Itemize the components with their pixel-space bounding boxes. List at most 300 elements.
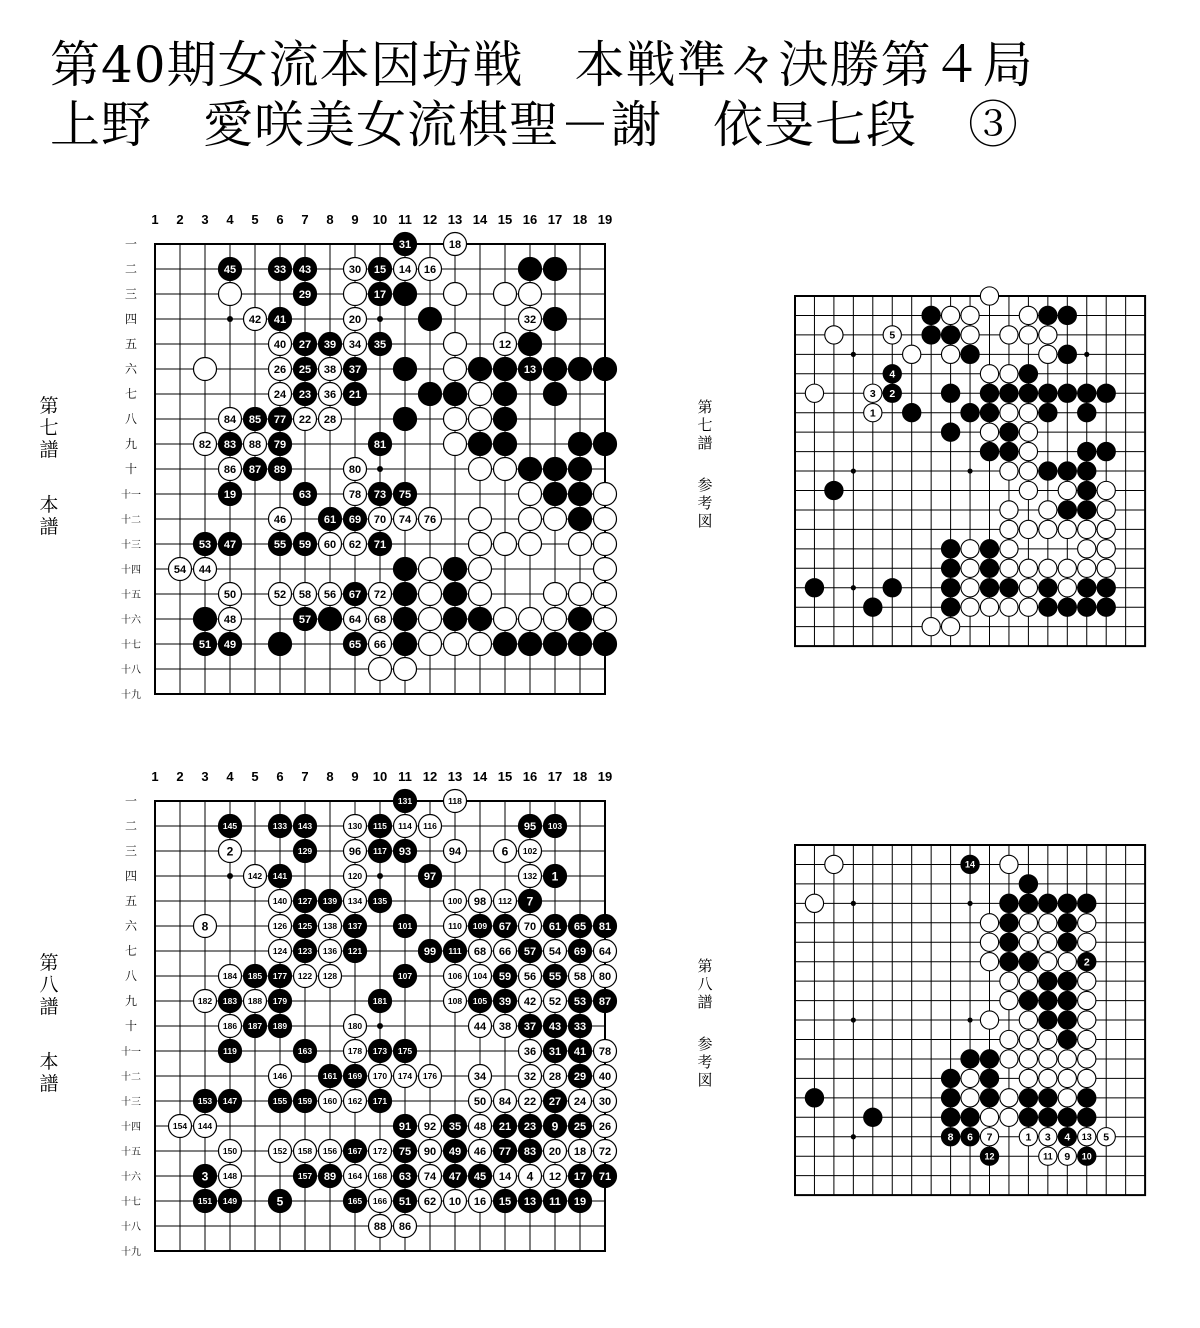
- white-stone: [1000, 1089, 1018, 1107]
- move-number: 132: [522, 871, 538, 882]
- move-number: 82: [198, 438, 212, 451]
- move-number: 92: [423, 1120, 437, 1133]
- move-number: 42: [523, 995, 537, 1008]
- move-number: 188: [247, 996, 263, 1007]
- move-number: 75: [398, 488, 412, 501]
- move-number: 24: [273, 388, 287, 401]
- move-number: 15: [373, 263, 387, 276]
- move-number: 1: [869, 407, 876, 420]
- white-stone: [1000, 1030, 1018, 1048]
- black-stone: [980, 1050, 998, 1068]
- move-number: 32: [523, 1070, 537, 1083]
- move-number: 6: [967, 1131, 973, 1144]
- move-number: 169: [347, 1071, 363, 1082]
- move-number: 88: [248, 438, 262, 451]
- move-number: 127: [297, 896, 313, 907]
- move-number: 14: [398, 263, 412, 276]
- move-number: 34: [473, 1070, 487, 1083]
- move-number: 90: [423, 1145, 437, 1158]
- move-number: 44: [473, 1020, 487, 1033]
- white-stone: [1019, 972, 1037, 990]
- col-label: 6: [276, 212, 284, 227]
- move-number: 71: [373, 538, 387, 551]
- move-number: 135: [372, 896, 388, 907]
- move-number: 11: [1043, 1151, 1053, 1162]
- move-number: 151: [197, 1196, 213, 1207]
- row-label: 六: [124, 362, 138, 376]
- move-number: 180: [347, 1021, 363, 1032]
- move-number: 37: [348, 363, 362, 376]
- move-number: 65: [573, 920, 587, 933]
- col-label: 2: [176, 769, 184, 784]
- ref-7-sublabel: 参考図: [697, 476, 713, 530]
- move-number: 5: [889, 329, 896, 342]
- black-stone: [1058, 1030, 1076, 1048]
- col-label: 16: [522, 769, 538, 784]
- white-stone: [1039, 1128, 1057, 1146]
- col-label: 4: [226, 212, 234, 227]
- move-number: 14: [965, 859, 976, 870]
- move-number: 68: [373, 613, 387, 626]
- move-number: 52: [548, 995, 562, 1008]
- move-number: 81: [373, 438, 387, 451]
- move-number: 87: [598, 995, 612, 1008]
- move-number: 64: [348, 613, 362, 626]
- move-number: 2: [226, 844, 234, 859]
- row-label: 二: [124, 262, 138, 276]
- white-stone: [1000, 972, 1018, 990]
- move-number: 114: [398, 821, 412, 832]
- move-number: 29: [573, 1070, 587, 1083]
- row-label: 四: [124, 869, 138, 883]
- white-stone: [1019, 933, 1037, 951]
- move-number: 63: [398, 1170, 412, 1183]
- board-8-sublabel: 本譜: [39, 1051, 59, 1095]
- col-label: 10: [372, 769, 388, 784]
- move-number: 67: [348, 588, 362, 601]
- move-number: 124: [272, 946, 288, 957]
- move-number: 51: [198, 638, 212, 651]
- black-stone: [1039, 972, 1057, 990]
- black-stone: [1000, 933, 1018, 951]
- white-stone: [1039, 1069, 1057, 1087]
- move-number: 45: [223, 263, 237, 276]
- board-8-label: 第八譜: [39, 952, 59, 1018]
- move-number: 30: [348, 263, 362, 276]
- move-number: 85: [248, 413, 262, 426]
- title-line-1: 第40期女流本因坊戦 本戦準々決勝第４局: [50, 36, 1034, 94]
- white-stone: [980, 1128, 998, 1146]
- move-number: 181: [372, 996, 388, 1007]
- white-stone: [1078, 1128, 1096, 1146]
- move-number: 1: [551, 869, 559, 884]
- move-number: 74: [398, 513, 412, 526]
- col-label: 7: [301, 769, 309, 784]
- move-number: 174: [397, 1071, 413, 1082]
- move-number: 74: [423, 1170, 437, 1183]
- move-number: 94: [448, 845, 462, 858]
- move-number: 141: [272, 871, 288, 882]
- black-stone: [1078, 1147, 1096, 1165]
- black-stone: [1078, 1089, 1096, 1107]
- star-point: [851, 901, 856, 906]
- move-number: 39: [323, 338, 337, 351]
- move-number: 67: [498, 920, 512, 933]
- white-stone: [805, 894, 823, 912]
- move-number: 39: [498, 995, 512, 1008]
- col-label: 5: [251, 769, 259, 784]
- move-number: 138: [322, 921, 338, 932]
- move-number: 111: [448, 946, 462, 957]
- move-number: 79: [273, 438, 287, 451]
- move-number: 95: [523, 820, 537, 833]
- move-number: 69: [573, 945, 587, 958]
- move-number: 166: [372, 1196, 388, 1207]
- white-stone: [1078, 991, 1096, 1009]
- move-number: 38: [323, 363, 337, 376]
- move-number: 46: [273, 513, 287, 526]
- black-stone: [1078, 1108, 1096, 1126]
- move-number: 26: [598, 1120, 612, 1133]
- white-stone: [1078, 1030, 1096, 1048]
- move-number: 83: [523, 1145, 537, 1158]
- black-stone: [1078, 894, 1096, 912]
- move-number: 19: [223, 488, 237, 501]
- move-number: 56: [523, 970, 537, 983]
- move-number: 47: [223, 538, 237, 551]
- col-label: 17: [547, 769, 563, 784]
- move-number: 96: [348, 845, 362, 858]
- black-stone: [1000, 894, 1018, 912]
- move-number: 43: [548, 1020, 562, 1033]
- board-7-sublabel: 本譜: [39, 494, 59, 538]
- move-number: 2: [1083, 956, 1090, 969]
- move-number: 69: [348, 513, 362, 526]
- board-7-label: 第七譜: [39, 395, 59, 461]
- row-label: 十一: [121, 490, 141, 501]
- black-stone: [1019, 894, 1037, 912]
- move-number: 36: [523, 1045, 537, 1058]
- move-number: 73: [373, 488, 387, 501]
- move-number: 68: [473, 945, 487, 958]
- move-number: 49: [448, 1145, 462, 1158]
- black-stone: [1039, 991, 1057, 1009]
- move-number: 5: [276, 1194, 284, 1209]
- move-number: 25: [298, 363, 312, 376]
- col-label: 18: [572, 769, 588, 784]
- row-label: 四: [124, 312, 138, 326]
- move-number: 148: [222, 1171, 238, 1182]
- white-stone: [1058, 953, 1076, 971]
- move-number: 13: [523, 1195, 537, 1208]
- move-number: 72: [598, 1145, 612, 1158]
- move-number: 98: [473, 895, 487, 908]
- white-stone: [1019, 1128, 1037, 1146]
- move-number: 55: [273, 538, 287, 551]
- move-number: 32: [523, 313, 537, 326]
- move-number: 57: [523, 945, 537, 958]
- move-number: 84: [223, 413, 237, 426]
- move-number: 81: [598, 920, 612, 933]
- black-stone: [1039, 894, 1057, 912]
- move-number: 185: [247, 971, 263, 982]
- white-stone: [1058, 1147, 1076, 1165]
- move-number: 184: [222, 971, 238, 982]
- move-number: 50: [223, 588, 237, 601]
- move-number: 10: [448, 1195, 462, 1208]
- white-stone: [1019, 1030, 1037, 1048]
- move-number: 33: [273, 263, 287, 276]
- move-number: 71: [598, 1170, 612, 1183]
- row-label: 十七: [121, 640, 141, 651]
- move-number: 27: [298, 338, 312, 351]
- black-stone: [1039, 1011, 1057, 1029]
- move-number: 140: [272, 896, 288, 907]
- move-number: 18: [573, 1145, 587, 1158]
- move-number: 10: [1081, 1151, 1092, 1162]
- white-stone: [1058, 1089, 1076, 1107]
- white-stone: [1019, 1069, 1037, 1087]
- white-stone: [980, 914, 998, 932]
- move-number: 153: [197, 1096, 213, 1107]
- row-label: 三: [124, 287, 138, 301]
- move-number: 24: [573, 1095, 587, 1108]
- move-number: 37: [523, 1020, 537, 1033]
- ref-8-sublabel: 参考図: [697, 1035, 713, 1089]
- move-number: 55: [548, 970, 562, 983]
- white-stone: [1078, 933, 1096, 951]
- row-label: 十八: [121, 665, 141, 676]
- move-number: 160: [322, 1096, 338, 1107]
- white-stone: [1039, 1030, 1057, 1048]
- row-label: 七: [124, 387, 138, 401]
- move-number: 150: [222, 1146, 238, 1157]
- white-stone: [980, 953, 998, 971]
- move-number: 6: [501, 844, 509, 859]
- move-number: 62: [423, 1195, 437, 1208]
- row-label: 八: [124, 969, 138, 983]
- move-number: 178: [347, 1046, 363, 1057]
- move-number: 46: [473, 1145, 487, 1158]
- white-stone: [961, 1069, 979, 1087]
- move-number: 128: [322, 971, 338, 982]
- move-number: 106: [447, 971, 463, 982]
- move-number: 44: [198, 563, 212, 576]
- move-number: 142: [247, 871, 263, 882]
- move-number: 83: [223, 438, 237, 451]
- black-stone: [961, 1050, 979, 1068]
- row-label: 十七: [121, 1197, 141, 1208]
- move-number: 77: [498, 1145, 512, 1158]
- move-number: 21: [498, 1120, 512, 1133]
- white-stone: [1078, 1011, 1096, 1029]
- black-stone: [805, 1089, 823, 1107]
- move-number: 126: [272, 921, 288, 932]
- move-number: 42: [248, 313, 262, 326]
- row-label: 八: [124, 412, 138, 426]
- move-number: 145: [222, 821, 238, 832]
- white-stone: [1039, 914, 1057, 932]
- move-number: 122: [297, 971, 313, 982]
- black-stone: [941, 1069, 959, 1087]
- black-stone: [1019, 991, 1037, 1009]
- move-number: 179: [272, 996, 288, 1007]
- row-label: 十四: [121, 565, 141, 576]
- move-number: 35: [448, 1120, 462, 1133]
- white-stone: [1039, 1050, 1057, 1068]
- black-stone: [941, 1128, 959, 1146]
- black-stone: [864, 1108, 882, 1126]
- move-number: 120: [347, 871, 363, 882]
- row-label: 十三: [121, 540, 141, 551]
- white-stone: [1000, 1108, 1018, 1126]
- move-number: 18: [448, 238, 462, 251]
- col-label: 13: [447, 212, 463, 227]
- black-stone: [941, 1108, 959, 1126]
- white-stone: [1019, 1050, 1037, 1068]
- black-stone: [1058, 972, 1076, 990]
- move-number: 177: [272, 971, 288, 982]
- col-label: 8: [326, 769, 334, 784]
- move-number: 5: [1103, 1131, 1110, 1144]
- white-stone: [1000, 1050, 1018, 1068]
- move-number: 45: [473, 1170, 487, 1183]
- move-number: 66: [498, 945, 512, 958]
- black-stone: [1039, 1089, 1057, 1107]
- row-label: 十八: [121, 1222, 141, 1233]
- row-label: 十二: [121, 1072, 141, 1083]
- move-number: 76: [423, 513, 437, 526]
- move-number: 53: [198, 538, 212, 551]
- white-stone: [1058, 1069, 1076, 1087]
- move-number: 8: [201, 919, 209, 934]
- black-stone: [1058, 1108, 1076, 1126]
- move-number: 115: [373, 821, 387, 832]
- col-label: 18: [572, 212, 588, 227]
- white-stone: [980, 933, 998, 951]
- row-label: 九: [124, 437, 138, 451]
- move-number: 7: [526, 894, 534, 909]
- move-number: 171: [372, 1096, 388, 1107]
- move-number: 157: [297, 1171, 313, 1182]
- white-stone: [961, 1089, 979, 1107]
- move-number: 12: [548, 1170, 562, 1183]
- move-number: 117: [373, 846, 387, 857]
- row-label: 十九: [121, 1247, 141, 1258]
- move-number: 3: [201, 1169, 209, 1184]
- col-label: 4: [226, 769, 234, 784]
- col-label: 15: [497, 769, 513, 784]
- row-label: 五: [124, 337, 138, 351]
- move-number: 101: [397, 921, 413, 932]
- move-number: 59: [298, 538, 312, 551]
- move-number: 40: [273, 338, 287, 351]
- col-label: 2: [176, 212, 184, 227]
- move-number: 163: [297, 1046, 313, 1057]
- row-label: 五: [124, 894, 138, 908]
- move-number: 123: [297, 946, 313, 957]
- black-stone: [1058, 933, 1076, 951]
- move-number: 28: [323, 413, 337, 426]
- black-stone: [1019, 875, 1037, 893]
- move-number: 146: [272, 1071, 288, 1082]
- move-number: 102: [522, 846, 538, 857]
- ref-8-label: 第八譜: [697, 957, 713, 1011]
- black-stone: [1039, 1108, 1057, 1126]
- move-number: 116: [423, 821, 437, 832]
- move-number: 93: [398, 845, 412, 858]
- col-label: 5: [251, 212, 259, 227]
- row-label: 十: [124, 1019, 138, 1033]
- white-stone: [1039, 1147, 1057, 1165]
- move-number: 13: [1081, 1131, 1092, 1142]
- black-stone: [1000, 953, 1018, 971]
- move-number: 31: [398, 238, 412, 251]
- move-number: 50: [473, 1095, 487, 1108]
- move-number: 88: [373, 1220, 387, 1233]
- white-stone: [1078, 914, 1096, 932]
- move-number: 107: [397, 971, 413, 982]
- black-stone: [980, 1147, 998, 1165]
- col-label: 10: [372, 212, 388, 227]
- move-number: 176: [422, 1071, 438, 1082]
- move-number: 52: [273, 588, 287, 601]
- move-number: 54: [548, 945, 562, 958]
- move-number: 187: [247, 1021, 263, 1032]
- move-number: 48: [473, 1120, 487, 1133]
- black-stone: [1058, 1128, 1076, 1146]
- move-number: 36: [323, 388, 337, 401]
- move-number: 183: [222, 996, 238, 1007]
- move-number: 186: [222, 1021, 238, 1032]
- white-stone: [1078, 1050, 1096, 1068]
- move-number: 154: [172, 1121, 188, 1132]
- move-number: 20: [348, 313, 362, 326]
- col-label: 15: [497, 212, 513, 227]
- move-number: 80: [348, 463, 362, 476]
- move-number: 9: [551, 1119, 559, 1134]
- black-stone: [961, 855, 979, 873]
- ref-7-label: 第七譜: [697, 398, 713, 452]
- move-number: 129: [297, 846, 313, 857]
- col-label: 8: [326, 212, 334, 227]
- col-label: 9: [351, 212, 359, 227]
- move-number: 165: [347, 1196, 363, 1207]
- move-number: 30: [598, 1095, 612, 1108]
- move-number: 17: [573, 1170, 587, 1183]
- move-number: 27: [548, 1095, 562, 1108]
- move-number: 100: [447, 896, 463, 907]
- white-stone: [1097, 1128, 1115, 1146]
- white-stone: [1039, 933, 1057, 951]
- white-stone: [1078, 1069, 1096, 1087]
- row-label: 三: [124, 844, 138, 858]
- move-number: 2: [889, 388, 896, 401]
- col-label: 3: [201, 212, 209, 227]
- move-number: 48: [223, 613, 237, 626]
- move-number: 137: [347, 921, 363, 932]
- row-label: 十五: [121, 1147, 141, 1158]
- white-stone: [1019, 914, 1037, 932]
- white-stone: [1058, 1050, 1076, 1068]
- move-number: 70: [373, 513, 387, 526]
- white-stone: [1000, 855, 1018, 873]
- row-label: 六: [124, 919, 138, 933]
- move-number: 16: [473, 1195, 487, 1208]
- black-stone: [980, 1069, 998, 1087]
- white-stone: [1039, 953, 1057, 971]
- move-number: 80: [598, 970, 612, 983]
